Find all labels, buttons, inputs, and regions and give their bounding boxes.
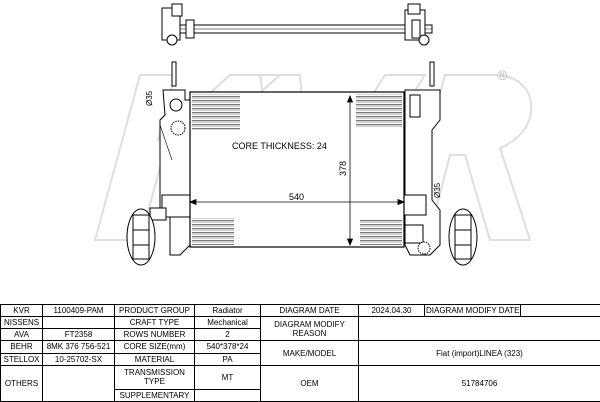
label-supplementary: SUPPLEMENTARY — [115, 389, 195, 401]
top-crossbar — [162, 4, 432, 45]
label-craft-type: CRAFT TYPE — [115, 317, 195, 329]
right-tank — [404, 62, 440, 255]
table-row — [1, 305, 600, 317]
brand-stellox: STELLOX — [1, 353, 43, 365]
table-row — [1, 365, 600, 389]
value-diagram-modify-reason — [359, 317, 600, 341]
label-diagram-modify-date: DIAGRAM MODIFY DATE — [426, 306, 520, 316]
right-mount — [449, 209, 477, 265]
value-transmission-type: MT — [195, 365, 261, 389]
label-diagram-modify-reason: DIAGRAM MODIFY REASON — [261, 317, 359, 341]
brand-kvr: KVR — [1, 305, 43, 317]
right-diameter-label: Ø35 — [433, 182, 442, 198]
part-nissens — [43, 317, 115, 329]
left-mount — [127, 209, 155, 265]
left-tank — [150, 62, 190, 255]
value-product-group: Radiator — [195, 305, 261, 317]
label-transmission-type: TRANSMISSION TYPE — [115, 365, 195, 389]
label-core-size: CORE SIZE(mm) — [115, 341, 195, 353]
part-behr: 8MK 376 756-521 — [43, 341, 115, 353]
brand-behr: BEHR — [1, 341, 43, 353]
value-supplementary — [195, 389, 261, 401]
value-diagram-modify-date — [521, 305, 600, 317]
label-make-model: MAKE/MODEL — [261, 341, 359, 365]
spec-table — [0, 304, 600, 402]
part-kvr: 1100409-PAM — [43, 305, 115, 317]
value-rows-number: 2 — [195, 329, 261, 341]
height-dimension-label: 378 — [338, 160, 348, 176]
label-diagram-date: DIAGRAM DATE — [261, 305, 359, 317]
label-material: MATERIAL — [115, 353, 195, 365]
value-craft-type: Mechanical — [195, 317, 261, 329]
brand-others: OTHERS — [1, 365, 43, 401]
label-product-group: PRODUCT GROUP — [115, 305, 195, 317]
label-oem: OEM — [261, 365, 359, 401]
label-rows-number: ROWS NUMBER — [115, 329, 195, 341]
watermark-registered-mark: ® — [497, 67, 508, 83]
left-diameter-label: Ø35 — [145, 90, 154, 106]
part-stellox: 10-25702-SX — [43, 353, 115, 365]
part-ava: FT2358 — [43, 329, 115, 341]
brand-ava: AVA — [1, 329, 43, 341]
part-others — [43, 365, 115, 401]
table-row — [1, 341, 600, 353]
core-thickness-label: CORE THICKNESS: 24 — [232, 141, 327, 151]
value-make-model: Fiat (import)LINEA (323) — [359, 341, 600, 365]
brand-nissens: NISSENS — [1, 317, 43, 329]
value-diagram-date: 2024.04.30 — [359, 305, 425, 317]
value-oem: 51784706 — [359, 365, 600, 401]
value-core-size: 540*378*24 — [195, 341, 261, 353]
table-row — [1, 317, 600, 329]
value-material: PA — [195, 353, 261, 365]
radiator-core — [190, 92, 404, 247]
width-dimension-label: 540 — [289, 192, 305, 202]
